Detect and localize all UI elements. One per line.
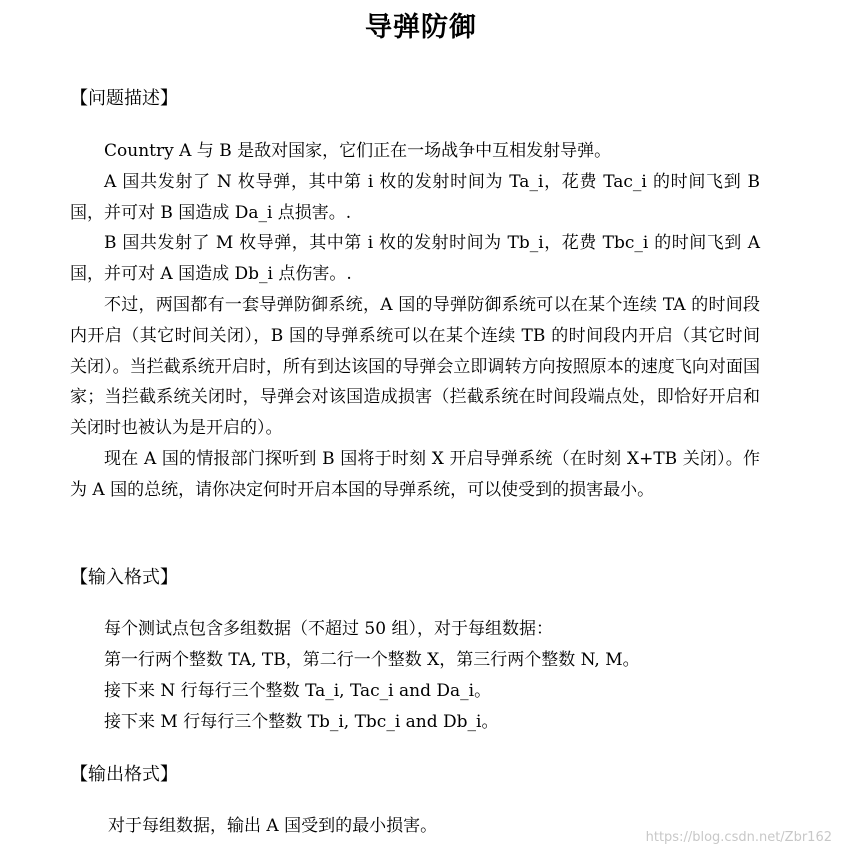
section-heading-description: 【问题描述】 [70,88,178,109]
output-format-line: 对于每组数据，输出 A 国受到的最小损害。 [108,816,438,836]
description-paragraph: A 国共发射了 N 枚导弹，其中第 i 枚的发射时间为 Ta_i，花费 Tac_i 的时间飞到 B 国，并可对 B 国造成 Da_i 点损害。. [70,171,760,223]
description-paragraph: B 国共发射了 M 枚导弹，其中第 i 枚的发射时间为 Tb_i，花费 Tbc_i 的时间飞到 A 国，并可对 A 国造成 Db_i 点伤害。. [70,233,760,285]
description-paragraph: 现在 A 国的情报部门探听到 B 国将于时刻 X 开启导弹系统（在时刻 X+TB 关闭）。作为 A 国的总统，请你决定何时开启本国的导弹系统，可以使受到的损害最小。 [70,448,760,500]
description-paragraph: 不过，两国都有一套导弹防御系统，A 国的导弹防御系统可以在某个连续 TA 的时间段内开启（其它时间关闭），B 国的导弹系统可以在某个连续 TB 的时间段内开启（其它时间关闭）。当拦截系统开启时，所有到达该国的导弹会立即调转方向按照原本的速度飞向对面国家；当拦截系统关闭时，导弹会对该国造成损害（拦截系统在时间段端点处，即恰好开启和关闭时也被认为是开启的）。 [70,294,760,439]
input-format-line: 每个测试点包含多组数据（不超过 50 组），对于每组数据： [104,619,553,639]
watermark: https://blog.csdn.net/Zbr162 [645,830,832,845]
section-heading-output: 【输出格式】 [70,764,178,785]
description-paragraph: Country A 与 B 是敌对国家，它们正在一场战争中互相发射导弹。 [104,141,612,161]
input-format-body [104,614,764,738]
page-title: 导弹防御 [365,12,477,43]
section-heading-input: 【输入格式】 [70,567,178,588]
input-format-line: 第一行两个整数 TA, TB，第二行一个整数 X，第三行两个整数 N, M。 [104,650,640,670]
input-format-line: 接下来 M 行每行三个整数 Tb_i, Tbc_i and Db_i。 [104,712,499,732]
description-body [70,136,760,506]
input-format-line: 接下来 N 行每行三个整数 Ta_i, Tac_i and Da_i。 [104,681,492,701]
